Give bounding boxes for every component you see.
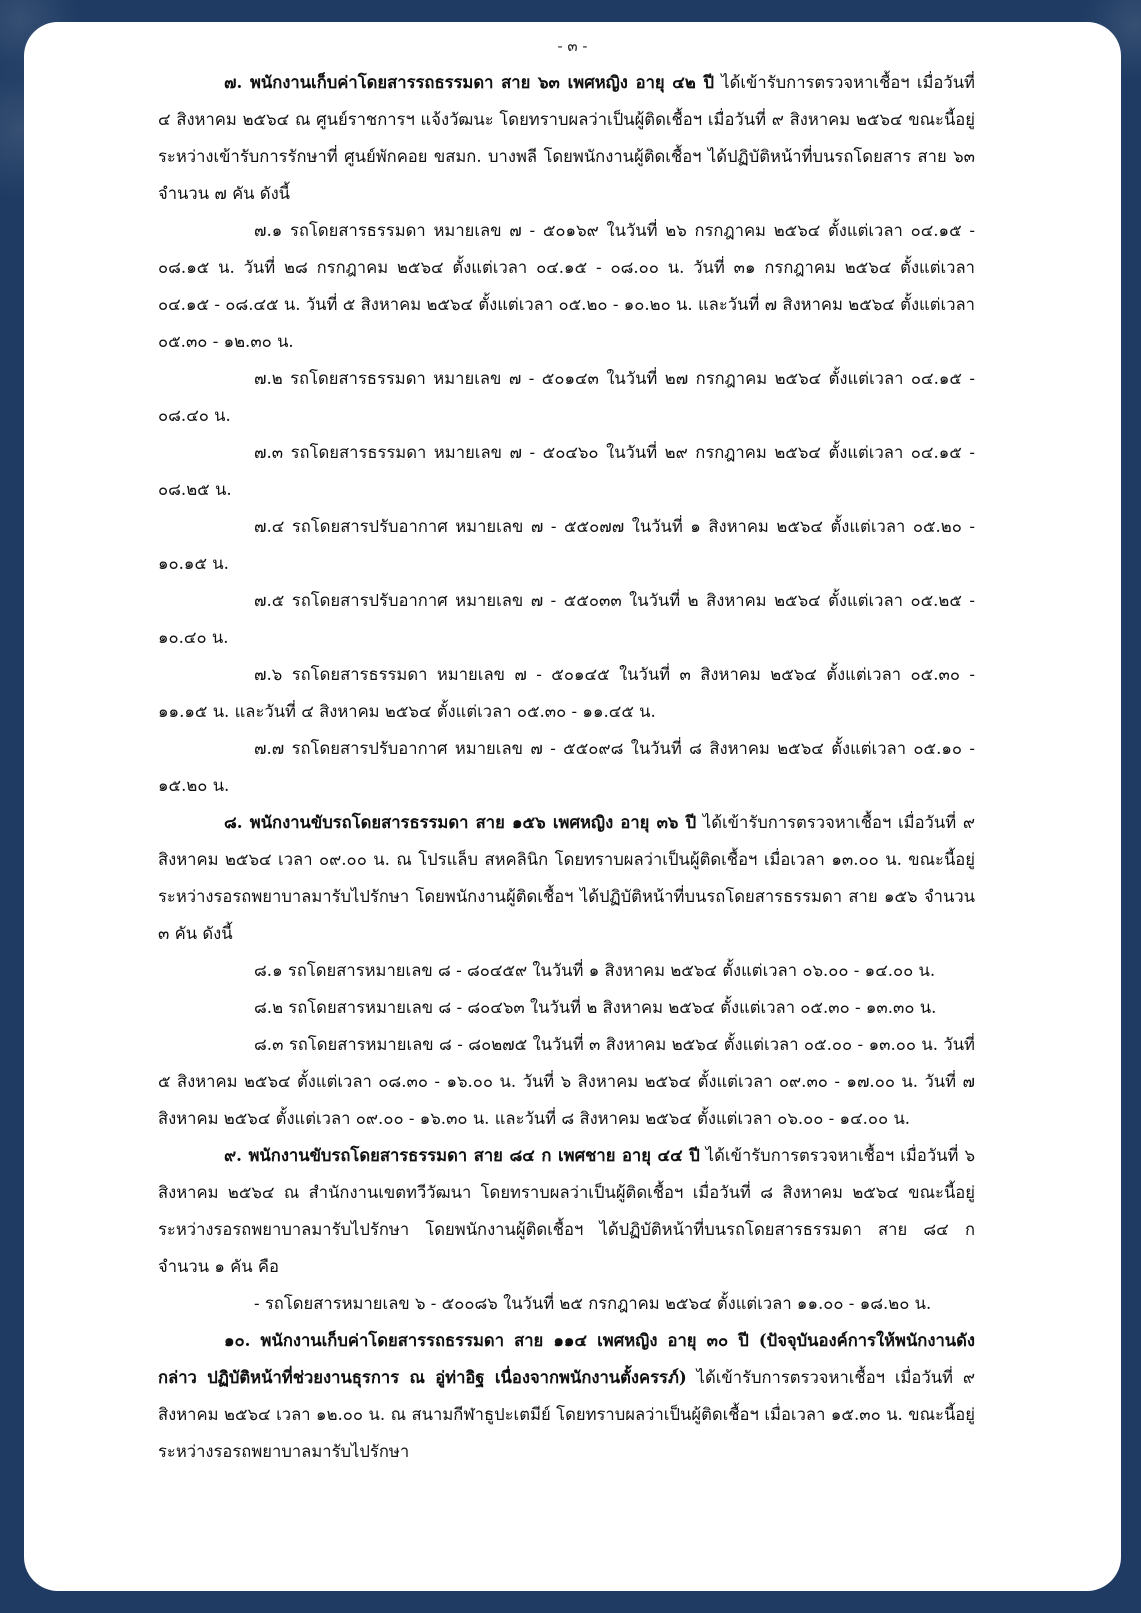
sub-item: - รถโดยสารหมายเลข ๖ - ๕๐๐๘๖ ในวันที่ ๒๕ กรกฎาคม ๒๕๖๔ ตั้งแต่เวลา ๑๑.๐๐ - ๑๘.๒๐ น. xyxy=(254,1294,932,1313)
item-paragraph xyxy=(158,1322,975,1470)
sub-item: ๘.๑ รถโดยสารหมายเลข ๘ - ๘๐๔๕๙ ในวันที่ ๑ สิงหาคม ๒๕๖๔ ตั้งแต่เวลา ๐๖.๐๐ - ๑๔.๐๐ น. xyxy=(254,961,936,980)
item-text: ได้เข้ารับการตรวจหาเชื้อฯ เมื่อวันที่ ๙ สิงหาคม ๒๕๖๔ เวลา ๐๙.๐๐ น. ณ โปรแล็บ สหคลินิก โดยทราบผลว่าเป็นผู้ติดเชื้อฯ เมื่อเวลา ๑๓.๐๐ น. ขณะนี้อยู่ระหว่างรอรถพยาบาลมารับไปรักษา โดยพนักงานผู้ติดเชื้อฯ ได้ปฏิบัติหน้าที่บนรถโดยสารธรรมดา สาย ๑๕๖ จำนวน ๓ คัน ดังนี้ xyxy=(158,813,975,943)
sub-item: ๗.๓ รถโดยสารธรรมดา หมายเลข ๗ - ๕๐๔๖๐ ในวันที่ ๒๙ กรกฎาคม ๒๕๖๔ ตั้งแต่เวลา ๐๔.๑๕ - ๐๘.๒๕ น. xyxy=(158,443,975,499)
sub-item: ๗.๕ รถโดยสารปรับอากาศ หมายเลข ๗ - ๕๕๐๓๓ ในวันที่ ๒ สิงหาคม ๒๕๖๔ ตั้งแต่เวลา ๐๕.๒๕ - ๑๐.๔๐ น. xyxy=(158,591,975,647)
sub-item: ๗.๗ รถโดยสารปรับอากาศ หมายเลข ๗ - ๕๕๐๙๘ ในวันที่ ๘ สิงหาคม ๒๕๖๔ ตั้งแต่เวลา ๐๕.๑๐ - ๑๕.๒๐ น. xyxy=(158,739,975,795)
sub-item: ๘.๓ รถโดยสารหมายเลข ๘ - ๘๐๒๗๕ ในวันที่ ๓ สิงหาคม ๒๕๖๔ ตั้งแต่เวลา ๐๕.๐๐ - ๑๓.๐๐ น. วันที่ ๕ สิงหาคม ๒๕๖๔ ตั้งแต่เวลา ๐๘.๓๐ - ๑๖.๐๐ น. วันที่ ๖ สิงหาคม ๒๕๖๔ ตั้งแต่เวลา ๐๙.๓๐ - ๑๗.๐๐ น. วันที่ ๗ สิงหาคม ๒๕๖๔ ตั้งแต่เวลา ๐๙.๐๐ - ๑๖.๓๐ น. และวันที่ ๘ สิงหาคม ๒๕๖๔ ตั้งแต่เวลา ๐๖.๐๐ - ๑๔.๐๐ น. xyxy=(158,1035,975,1128)
page-number: - ๓ - xyxy=(557,37,588,55)
item-paragraph xyxy=(158,64,975,212)
sub-item: ๗.๒ รถโดยสารธรรมดา หมายเลข ๗ - ๕๐๑๔๓ ในวันที่ ๒๗ กรกฎาคม ๒๕๖๔ ตั้งแต่เวลา ๐๔.๑๕ - ๐๘.๔๐ น. xyxy=(158,369,975,425)
sub-item: ๘.๒ รถโดยสารหมายเลข ๘ - ๘๐๔๖๓ ในวันที่ ๒ สิงหาคม ๒๕๖๔ ตั้งแต่เวลา ๐๕.๓๐ - ๑๓.๓๐ น. xyxy=(254,998,937,1017)
item-heading: ๘. พนักงานขับรถโดยสารธรรมดา สาย ๑๕๖ เพศหญิง อายุ ๓๖ ปี xyxy=(224,812,697,832)
item-text: ได้เข้ารับการตรวจหาเชื้อฯ เมื่อวันที่ ๖ สิงหาคม ๒๕๖๔ ณ สำนักงานเขตทวีวัฒนา โดยทราบผลว่าเป็นผู้ติดเชื้อฯ เมื่อวันที่ ๘ สิงหาคม ๒๕๖๔ ขณะนี้อยู่ระหว่างรอรถพยาบาลมารับไปรักษา โดยพนักงานผู้ติดเชื้อฯ ได้ปฏิบัติหน้าที่บนรถโดยสารธรรมดา สาย ๘๔ ก จำนวน ๑ คัน คือ xyxy=(158,1146,975,1276)
item-text: ได้เข้ารับการตรวจหาเชื้อฯ เมื่อวันที่ ๙ สิงหาคม ๒๕๖๔ เวลา ๑๒.๐๐ น. ณ สนามกีฬาธูปะเตมีย์ โดยทราบผลว่าเป็นผู้ติดเชื้อฯ เมื่อเวลา ๑๕.๓๐ น. ขณะนี้อยู่ระหว่างรอรถพยาบาลมารับไปรักษา xyxy=(158,1368,975,1461)
item-heading: ๙. พนักงานขับรถโดยสารธรรมดา สาย ๘๔ ก เพศชาย อายุ ๔๔ ปี xyxy=(224,1145,700,1165)
document-body xyxy=(158,64,975,1470)
item-text: ได้เข้ารับการตรวจหาเชื้อฯ เมื่อวันที่ ๔ สิงหาคม ๒๕๖๔ ณ ศูนย์ราชการฯ แจ้งวัฒนะ โดยทราบผลว่าเป็นผู้ติดเชื้อฯ เมื่อวันที่ ๙ สิงหาคม ๒๕๖๔ ขณะนี้อยู่ระหว่างเข้ารับการรักษาที่ ศูนย์พักคอย ขสมก. บางพลี โดยพนักงานผู้ติดเชื้อฯ ได้ปฏิบัติหน้าที่บนรถโดยสาร สาย ๖๓ จำนวน ๗ คัน ดังนี้ xyxy=(158,73,976,203)
item-paragraph xyxy=(158,1137,975,1285)
item-paragraph xyxy=(158,804,975,952)
item-heading: ๗. พนักงานเก็บค่าโดยสารรถธรรมดา สาย ๖๓ เพศหญิง อายุ ๔๒ ปี xyxy=(224,72,715,92)
sub-item: ๗.๔ รถโดยสารปรับอากาศ หมายเลข ๗ - ๕๕๐๗๗ ในวันที่ ๑ สิงหาคม ๒๕๖๔ ตั้งแต่เวลา ๐๕.๒๐ - ๑๐.๑๕ น. xyxy=(158,517,975,573)
sub-item: ๗.๑ รถโดยสารธรรมดา หมายเลข ๗ - ๕๐๑๖๙ ในวันที่ ๒๖ กรกฎาคม ๒๕๖๔ ตั้งแต่เวลา ๐๔.๑๕ - ๐๘.๑๕ น. วันที่ ๒๘ กรกฎาคม ๒๕๖๔ ตั้งแต่เวลา ๐๔.๑๕ - ๐๘.๐๐ น. วันที่ ๓๑ กรกฎาคม ๒๕๖๔ ตั้งแต่เวลา ๐๔.๑๕ - ๐๘.๔๕ น. วันที่ ๕ สิงหาคม ๒๕๖๔ ตั้งแต่เวลา ๐๕.๒๐ - ๑๐.๒๐ น. และวันที่ ๗ สิงหาคม ๒๕๖๔ ตั้งแต่เวลา ๐๕.๓๐ - ๑๒.๓๐ น. xyxy=(158,221,975,351)
document-page xyxy=(24,22,1121,1591)
item-heading: ๑๐. พนักงานเก็บค่าโดยสารรถธรรมดา สาย ๑๑๔ เพศหญิง อายุ ๓๐ ปี (ปัจจุบันองค์การให้พนักงานดังกล่าว ปฏิบัติหน้าที่ช่วยงานธุรการ ณ อู่ท่าอิฐ เนื่องจากพนักงานตั้งครรภ์) xyxy=(158,1330,975,1387)
sub-item: ๗.๖ รถโดยสารธรรมดา หมายเลข ๗ - ๕๐๑๔๕ ในวันที่ ๓ สิงหาคม ๒๕๖๔ ตั้งแต่เวลา ๐๕.๓๐ - ๑๑.๑๕ น. และวันที่ ๔ สิงหาคม ๒๕๖๔ ตั้งแต่เวลา ๐๕.๓๐ - ๑๑.๔๕ น. xyxy=(158,665,975,721)
